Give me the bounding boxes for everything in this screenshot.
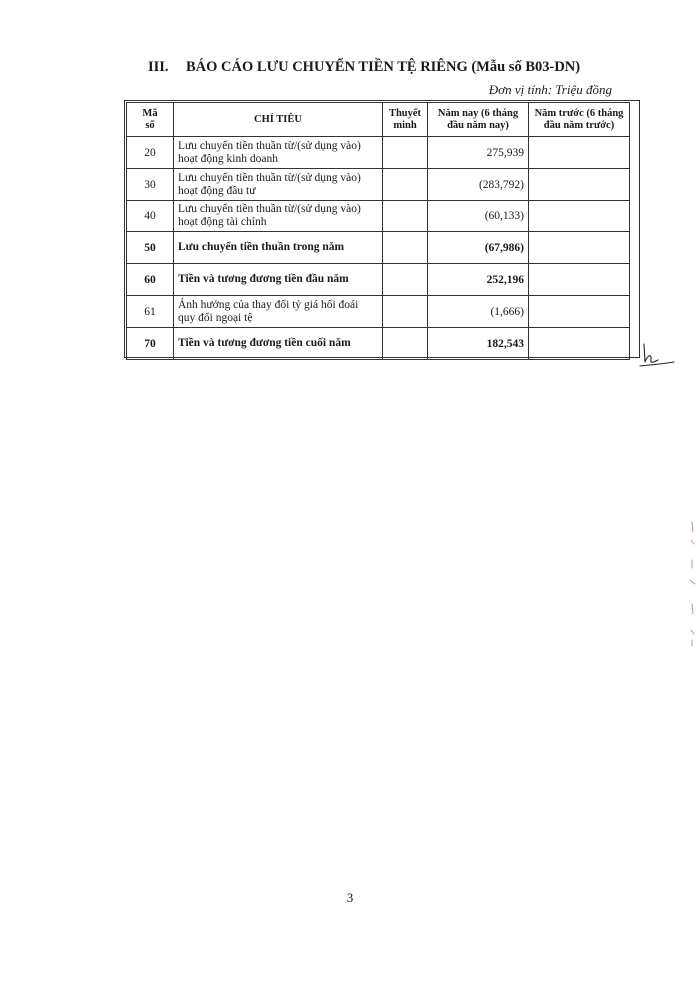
row-previous (529, 328, 630, 360)
row-code: 60 (127, 264, 174, 296)
row-code: 70 (127, 328, 174, 360)
section-heading: BÁO CÁO LƯU CHUYỂN TIỀN TỆ RIÊNG (Mẫu số B03-DN) (186, 59, 581, 75)
initials-signature (636, 340, 676, 370)
row-note (383, 201, 428, 232)
row-label: Tiền và tương đương tiền cuối năm (174, 328, 383, 360)
row-code: 50 (127, 232, 174, 264)
table-row (127, 137, 630, 169)
header-code: Mã số (127, 103, 174, 137)
header-current-year: Năm nay (6 tháng đầu năm nay) (428, 103, 529, 137)
row-label: Lưu chuyển tiền thuần từ/(sử dụng vào) hoạt động đầu tư (174, 169, 383, 201)
header-note: Thuyết minh (383, 103, 428, 137)
row-current: (60,133) (428, 201, 529, 232)
row-code: 30 (127, 169, 174, 201)
row-note (383, 137, 428, 169)
row-code: 40 (127, 201, 174, 232)
row-previous (529, 169, 630, 201)
row-label: Lưu chuyển tiền thuần từ/(sử dụng vào) hoạt động tài chính (174, 201, 383, 232)
row-note (383, 264, 428, 296)
row-note (383, 296, 428, 328)
row-label: Tiền và tương đương tiền đầu năm (174, 264, 383, 296)
row-code: 61 (127, 296, 174, 328)
section-title (148, 59, 580, 76)
row-previous (529, 264, 630, 296)
table-row (127, 296, 630, 328)
row-current: (1,666) (428, 296, 529, 328)
row-label: Lưu chuyển tiền thuần từ/(sử dụng vào) hoạt động kinh doanh (174, 137, 383, 169)
header-previous-year: Năm trước (6 tháng đầu năm trước) (529, 103, 630, 137)
row-current: (67,986) (428, 232, 529, 264)
table-row (127, 201, 630, 232)
row-previous (529, 296, 630, 328)
table-row (127, 264, 630, 296)
row-code: 20 (127, 137, 174, 169)
page-number: 3 (346, 890, 354, 905)
header-label: CHỈ TIÊU (174, 103, 383, 137)
row-current: (283,792) (428, 169, 529, 201)
row-note (383, 232, 428, 264)
table-row (127, 232, 630, 264)
row-previous (529, 137, 630, 169)
table-header-row (127, 103, 630, 137)
row-current: 275,939 (428, 137, 529, 169)
edge-stamp-marks (686, 520, 698, 650)
row-current: 252,196 (428, 264, 529, 296)
section-number: III. (148, 59, 169, 75)
unit-label: Đơn vị tính: Triệu đồng (488, 82, 612, 97)
row-label: Ảnh hưởng của thay đổi tỷ giá hối đoái quy đổi ngoại tệ (174, 296, 383, 328)
row-previous (529, 232, 630, 264)
table-row (127, 169, 630, 201)
row-previous (529, 201, 630, 232)
row-label: Lưu chuyển tiền thuần trong năm (174, 232, 383, 264)
table-row (127, 328, 630, 360)
row-current: 182,543 (428, 328, 529, 360)
cash-flow-table (126, 102, 630, 360)
row-note (383, 169, 428, 201)
row-note (383, 328, 428, 360)
